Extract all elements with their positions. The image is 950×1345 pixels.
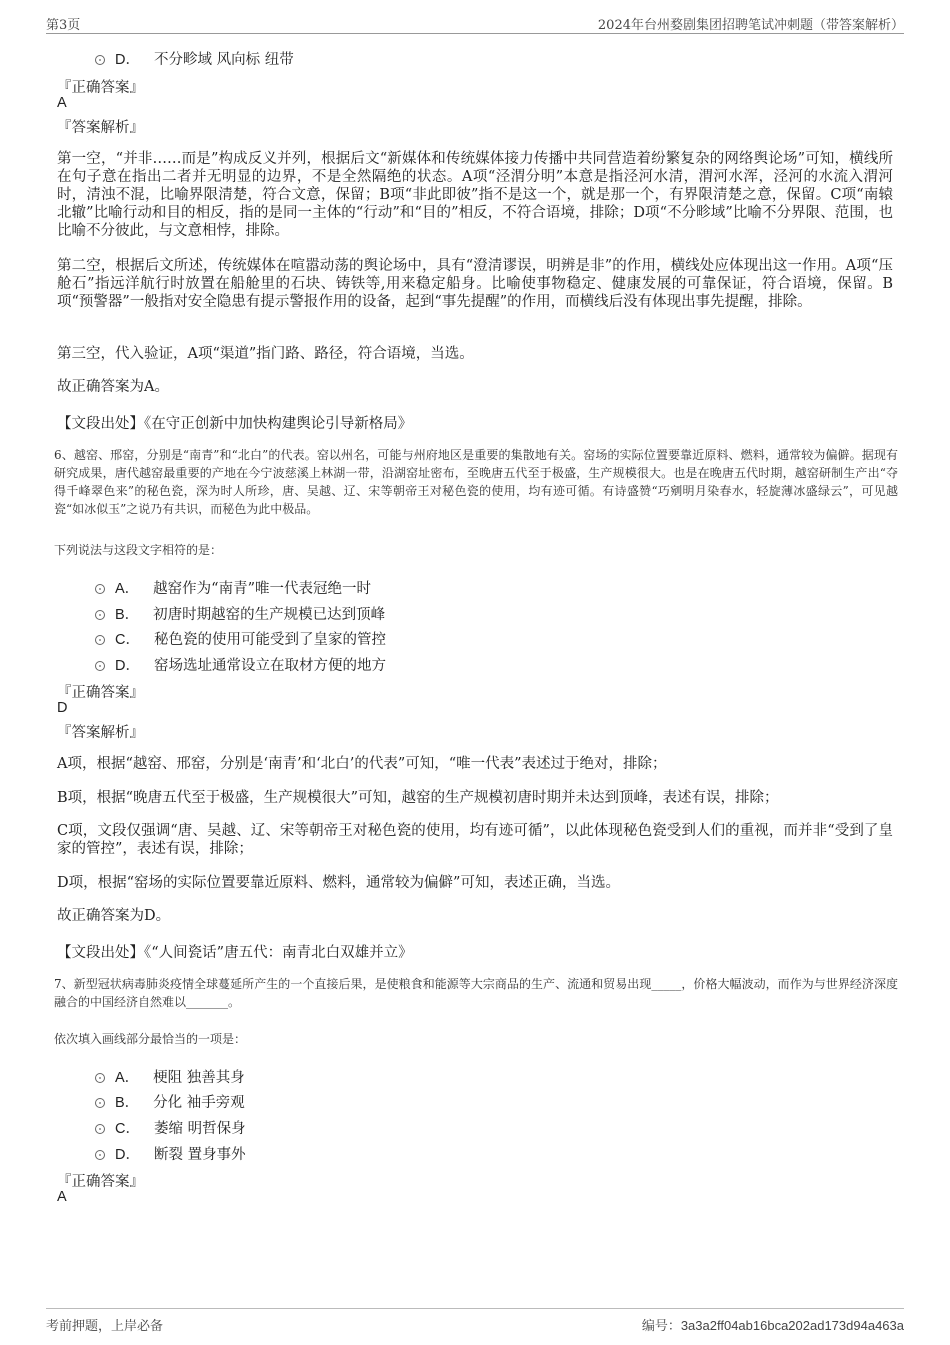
radio-icon[interactable]: [95, 1073, 105, 1083]
answer-value: A: [57, 95, 67, 111]
q6-option-a[interactable]: A． 越窑作为“南青”唯一代表冠绝一时: [95, 577, 371, 598]
analysis-item-d: D项，根据“窑场的实际位置要靠近原料、燃料，通常较为偏僻”可知，表述正确，当选。: [57, 875, 620, 891]
radio-icon[interactable]: [95, 584, 105, 594]
document-id: 编号：3a3a2ff04ab16bca202ad173d94a463a: [641, 1318, 904, 1334]
answer-label: 『正确答案』: [57, 685, 144, 701]
document-title: 2024年台州婺剧集团招聘笔试冲刺题（带答案解析）: [597, 18, 904, 33]
footer-slogan: 考前押题，上岸必备: [46, 1319, 164, 1334]
question-prompt: 依次填入画线部分最恰当的一项是：: [54, 1032, 247, 1046]
page-header: [46, 14, 904, 34]
q6-option-b[interactable]: B． 初唐时期越窑的生产规模已达到顶峰: [95, 603, 385, 624]
question-stem: 6、越窑、邢窑，分别是“南青”和“北白”的代表。窑以州名，可能与州府地区是重要的集散地有关。窑场的实际位置要靠近原料、燃料，通常较为偏僻。据现有研究成果，唐代越窑最重要的产地在今宁波慈溪上林湖一带，沿湖窑址密布，至晚唐五代至于极盛，生产规模很大。也是在晚唐五代时期，越窑研制生产出“夺得千峰翠色来”的秘色瓷，深为时人所珍，唐、吴越、辽、宋等朝帝王对秘色瓷的使用，均有迹可循。有诗盛赞“巧剜明月染春水，轻旋薄冰盛绿云”，可见越瓷“如冰似玉”之说乃有共识，而秘色为此中极品。: [54, 448, 898, 516]
radio-icon[interactable]: [95, 610, 105, 620]
radio-icon[interactable]: [95, 635, 105, 645]
q5-option-d[interactable]: D． 不分畛域 风向标 纽带: [95, 48, 294, 69]
answer-label: 『正确答案』: [57, 80, 144, 96]
radio-icon[interactable]: [95, 1098, 105, 1108]
question-prompt: 下列说法与这段文字相符的是：: [54, 543, 223, 557]
analysis-item-c: C项，文段仅强调“唐、吴越、辽、宋等朝帝王对秘色瓷的使用，均有迹可循”，以此体现秘色瓷受到人们的重视，而并非“受到了皇家的管控”，表述有误，排除；: [57, 823, 893, 857]
analysis-paragraph: 第三空，代入验证，A项“渠道”指门路、路径，符合语境，当选。: [57, 346, 474, 362]
analysis-label: 『答案解析』: [57, 120, 144, 136]
q7-option-c[interactable]: C． 萎缩 明哲保身: [95, 1117, 246, 1138]
analysis-paragraph: 第一空，“并非……而是”构成反义并列，根据后文“新媒体和传统媒体接力传播中共同营造着纷繁复杂的网络舆论场”可知，横线所在句子意在指出二者并无明显的边界，不是全然隔绝的状态。A项“泾渭分明”本意是指泾河水清，渭河水浑，泾河的水流入渭河时，清浊不混，比喻界限清楚，符合文意，保留；B项“非此即彼”指不是这一个，就是那一个，有界限清楚之意，保留。C项“南辕北辙”比喻行动和目的相反，指的是同一主体的“行动”和“目的”相反，不符合语境，排除；D项“不分畛域”比喻不分界限、范围，也比喻不分彼此，与文意相悖，排除。: [57, 151, 893, 239]
radio-icon[interactable]: [95, 1124, 105, 1134]
radio-icon[interactable]: [95, 661, 105, 671]
q6-option-c[interactable]: C． 秘色瓷的使用可能受到了皇家的管控: [95, 628, 386, 649]
analysis-label: 『答案解析』: [57, 725, 144, 741]
radio-icon[interactable]: [95, 55, 105, 65]
answer-label: 『正确答案』: [57, 1174, 144, 1190]
analysis-conclusion: 故正确答案为D。: [57, 908, 171, 924]
radio-icon[interactable]: [95, 1150, 105, 1160]
source-citation: 【文段出处】《“人间瓷话”唐五代：南青北白双雄并立》: [57, 945, 413, 961]
analysis-paragraph: 第二空，根据后文所述，传统媒体在喧嚣动荡的舆论场中，具有“澄清谬误，明辨是非”的作用，横线处应体现出这一作用。A项“压舱石”指远洋航行时放置在船舱里的石块、铸铁等,用来稳定船身。比喻使事物稳定、健康发展的可靠保证，符合语境，保留。B项“预警器”一般指对安全隐患有提示警报作用的设备，起到“事先提醒”的作用，而横线后没有体现出事先提醒，排除。: [57, 258, 893, 310]
analysis-item-a: A项，根据“越窑、邢窑，分别是‘南青’和‘北白’的代表”可知，“唯一代表”表述过于绝对，排除；: [57, 756, 667, 772]
page-footer: [46, 1308, 904, 1334]
answer-value: A: [57, 1189, 67, 1205]
q6-option-d[interactable]: D． 窑场选址通常设立在取材方便的地方: [95, 654, 386, 675]
source-citation: 【文段出处】《在守正创新中加快构建舆论引导新格局》: [57, 416, 413, 432]
page-number: 第3页: [46, 18, 81, 33]
question-stem: 7、新型冠状病毒肺炎疫情全球蔓延所产生的一个直接后果，是使粮食和能源等大宗商品的生产、流通和贸易出现_____，价格大幅波动，而作为与世界经济深度融合的中国经济自然难以_______。: [54, 977, 898, 1009]
q7-option-b[interactable]: B． 分化 袖手旁观: [95, 1091, 245, 1112]
analysis-item-b: B项，根据“晚唐五代至于极盛，生产规模很大”可知，越窑的生产规模初唐时期并未达到顶峰，表述有误，排除；: [57, 790, 779, 806]
q7-option-a[interactable]: A． 梗阻 独善其身: [95, 1066, 245, 1087]
q7-option-d[interactable]: D． 断裂 置身事外: [95, 1143, 246, 1164]
analysis-conclusion: 故正确答案为A。: [57, 379, 169, 395]
answer-value: D: [57, 700, 68, 716]
